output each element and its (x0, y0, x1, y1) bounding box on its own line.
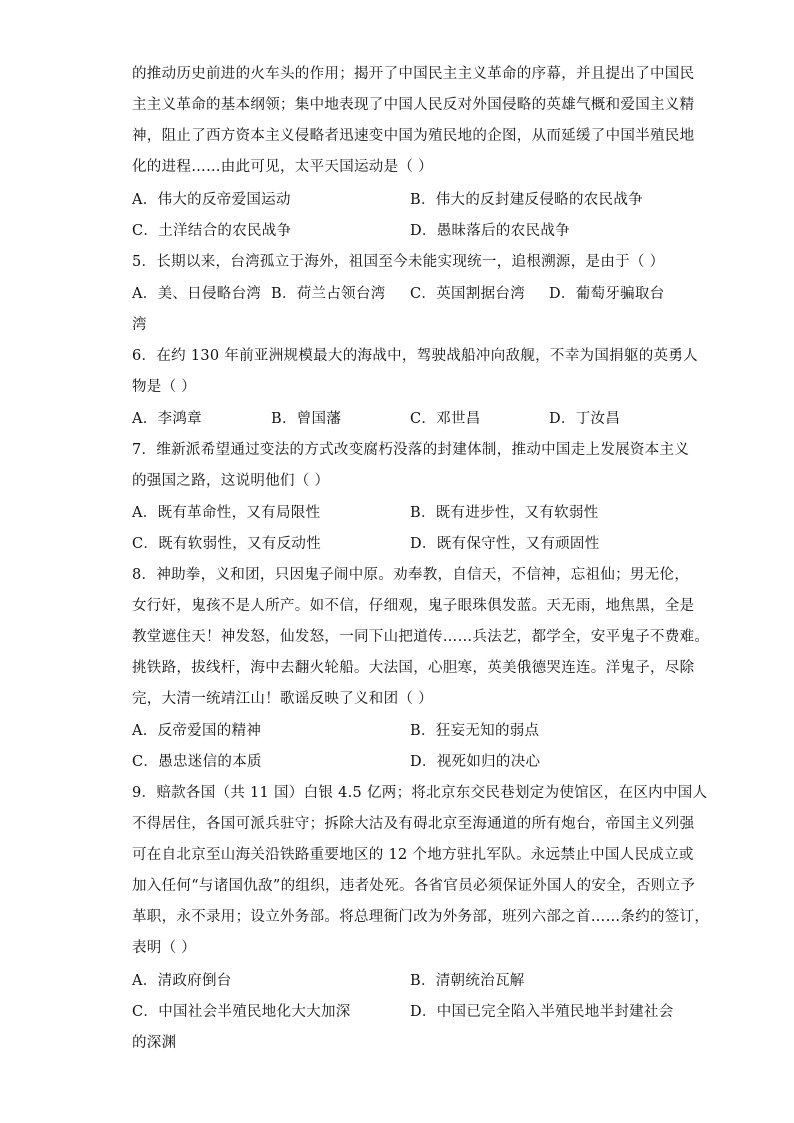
question-4-line-2: 主主义革命的基本纲领；集中地表现了中国人民反对外国侵略的英雄气概和爱国主义精 (132, 97, 695, 113)
question-5-option-c: C．英国割据台湾 (410, 286, 525, 302)
question-9-option-d-wrap: 的深渊 (132, 1035, 177, 1051)
question-5-option-d-wrap: 湾 (132, 317, 147, 333)
question-4-line-4: 化的进程……由此可见，太平天国运动是（ ） (132, 159, 433, 175)
question-9-stem-line-4: 加入任何“与诸国仇敌”的组织，违者处死。各省官员必须保证外国人的安全，否则立予 (132, 878, 696, 894)
question-8-option-d: D．视死如归的决心 (410, 754, 541, 770)
question-4-option-c: C．土洋结合的农民战争 (132, 223, 292, 239)
question-9-stem-line-1: 9．赔款各国（共 11 国）白银 4.5 亿两；将北京东交民巷划定为使馆区，在区内中国人 (132, 785, 708, 801)
question-9-option-b: B．清朝统治瓦解 (410, 973, 525, 989)
question-5-option-d: D．葡萄牙骗取台 (549, 286, 665, 302)
question-9-option-c: C．中国社会半殖民地化大大加深 (132, 1004, 351, 1020)
question-8-stem-line-2: 女行奸，鬼孩不是人所产。如不信，仔细观，鬼子眼珠俱发蓝。天无雨，地焦黑，全是 (132, 598, 695, 614)
question-7-option-b: B．既有进步性，又有软弱性 (410, 505, 599, 521)
question-9-stem-line-5: 革职，永不录用；设立外务部。将总理衙门改为外务部，班列六部之首……条约的签订， (132, 909, 710, 925)
question-9-option-a: A．清政府倒台 (132, 973, 232, 989)
question-7-option-d: D．既有保守性，又有顽固性 (410, 536, 600, 552)
question-5-stem: 5．长期以来，台湾孤立于海外，祖国至今未能实现统一，追根溯源，是由于（ ） (132, 254, 665, 270)
question-6-option-b: B．曾国藩 (271, 411, 342, 427)
question-8-option-a: A．反帝爱国的精神 (132, 723, 262, 739)
question-9-option-d: D．中国已完全陷入半殖民地半封建社会 (410, 1004, 674, 1020)
question-8-option-c: C．愚忠迷信的本质 (132, 754, 262, 770)
question-4-option-b: B．伟大的反封建反侵略的农民战争 (410, 192, 643, 208)
question-6-option-d: D．丁汝昌 (549, 411, 621, 427)
question-6-option-a: A．李鸿章 (132, 411, 202, 427)
question-8-option-b: B．狂妄无知的弱点 (410, 723, 540, 739)
question-7-option-a: A．既有革命性，又有局限性 (132, 505, 321, 521)
question-4-option-d: D．愚昧落后的农民战争 (410, 223, 570, 239)
question-9-stem-line-2: 不得居住，各国可派兵驻守；拆除大沽及有碍北京至海通道的所有炮台，帝国主义列强 (132, 816, 695, 832)
question-6-stem-line-1: 6．在约 130 年前亚洲规模最大的海战中，驾驶战船冲向敌舰，不幸为国捐躯的英勇人 (132, 348, 698, 364)
question-8-stem-line-1: 8．神助拳，义和团，只因鬼子闹中原。劝奉教，自信天，不信神，忘祖仙；男无伦， (132, 567, 690, 583)
question-8-stem-line-4: 挑铁路，拔线杆，海中去翻火轮船。大法国，心胆寒，英美俄德哭连连。洋鬼子，尽除 (132, 660, 695, 676)
question-7-stem-line-1: 7．维新派希望通过变法的方式改变腐朽没落的封建体制，推动中国走上发展资本主义 (132, 442, 690, 458)
question-9-stem-line-3: 可在自北京至山海关沿铁路重要地区的 12 个地方驻扎军队。永远禁止中国人民成立或 (132, 847, 694, 863)
question-7-stem-line-2: 的强国之路，这说明他们（ ） (132, 473, 330, 489)
question-7-option-c: C．既有软弱性，又有反动性 (132, 536, 321, 552)
question-6-stem-line-2: 物是（ ） (132, 379, 197, 395)
question-5-option-b: B．荷兰占领台湾 (271, 286, 386, 302)
question-4-line-3: 神，阻止了西方资本主义侵略者迅速变中国为殖民地的企图，从而延缓了中国半殖民地 (132, 128, 695, 144)
question-5-option-a: A．美、日侵略台湾 (132, 286, 262, 302)
question-4-line-1: 的推动历史前进的火车头的作用；揭开了中国民主主义革命的序幕，并且提出了中国民 (132, 66, 695, 82)
question-6-option-c: C．邓世昌 (410, 411, 481, 427)
question-8-stem-line-5: 完，大清一统靖江山！歌谣反映了义和团（ ） (132, 691, 433, 707)
question-4-option-a: A．伟大的反帝爱国运动 (132, 192, 291, 208)
question-8-stem-line-3: 教堂遮住天！神发怒，仙发怒，一同下山把道传……兵法艺，都学全，安平鬼子不费难。 (132, 629, 710, 645)
question-9-stem-line-6: 表明（ ） (132, 940, 197, 956)
